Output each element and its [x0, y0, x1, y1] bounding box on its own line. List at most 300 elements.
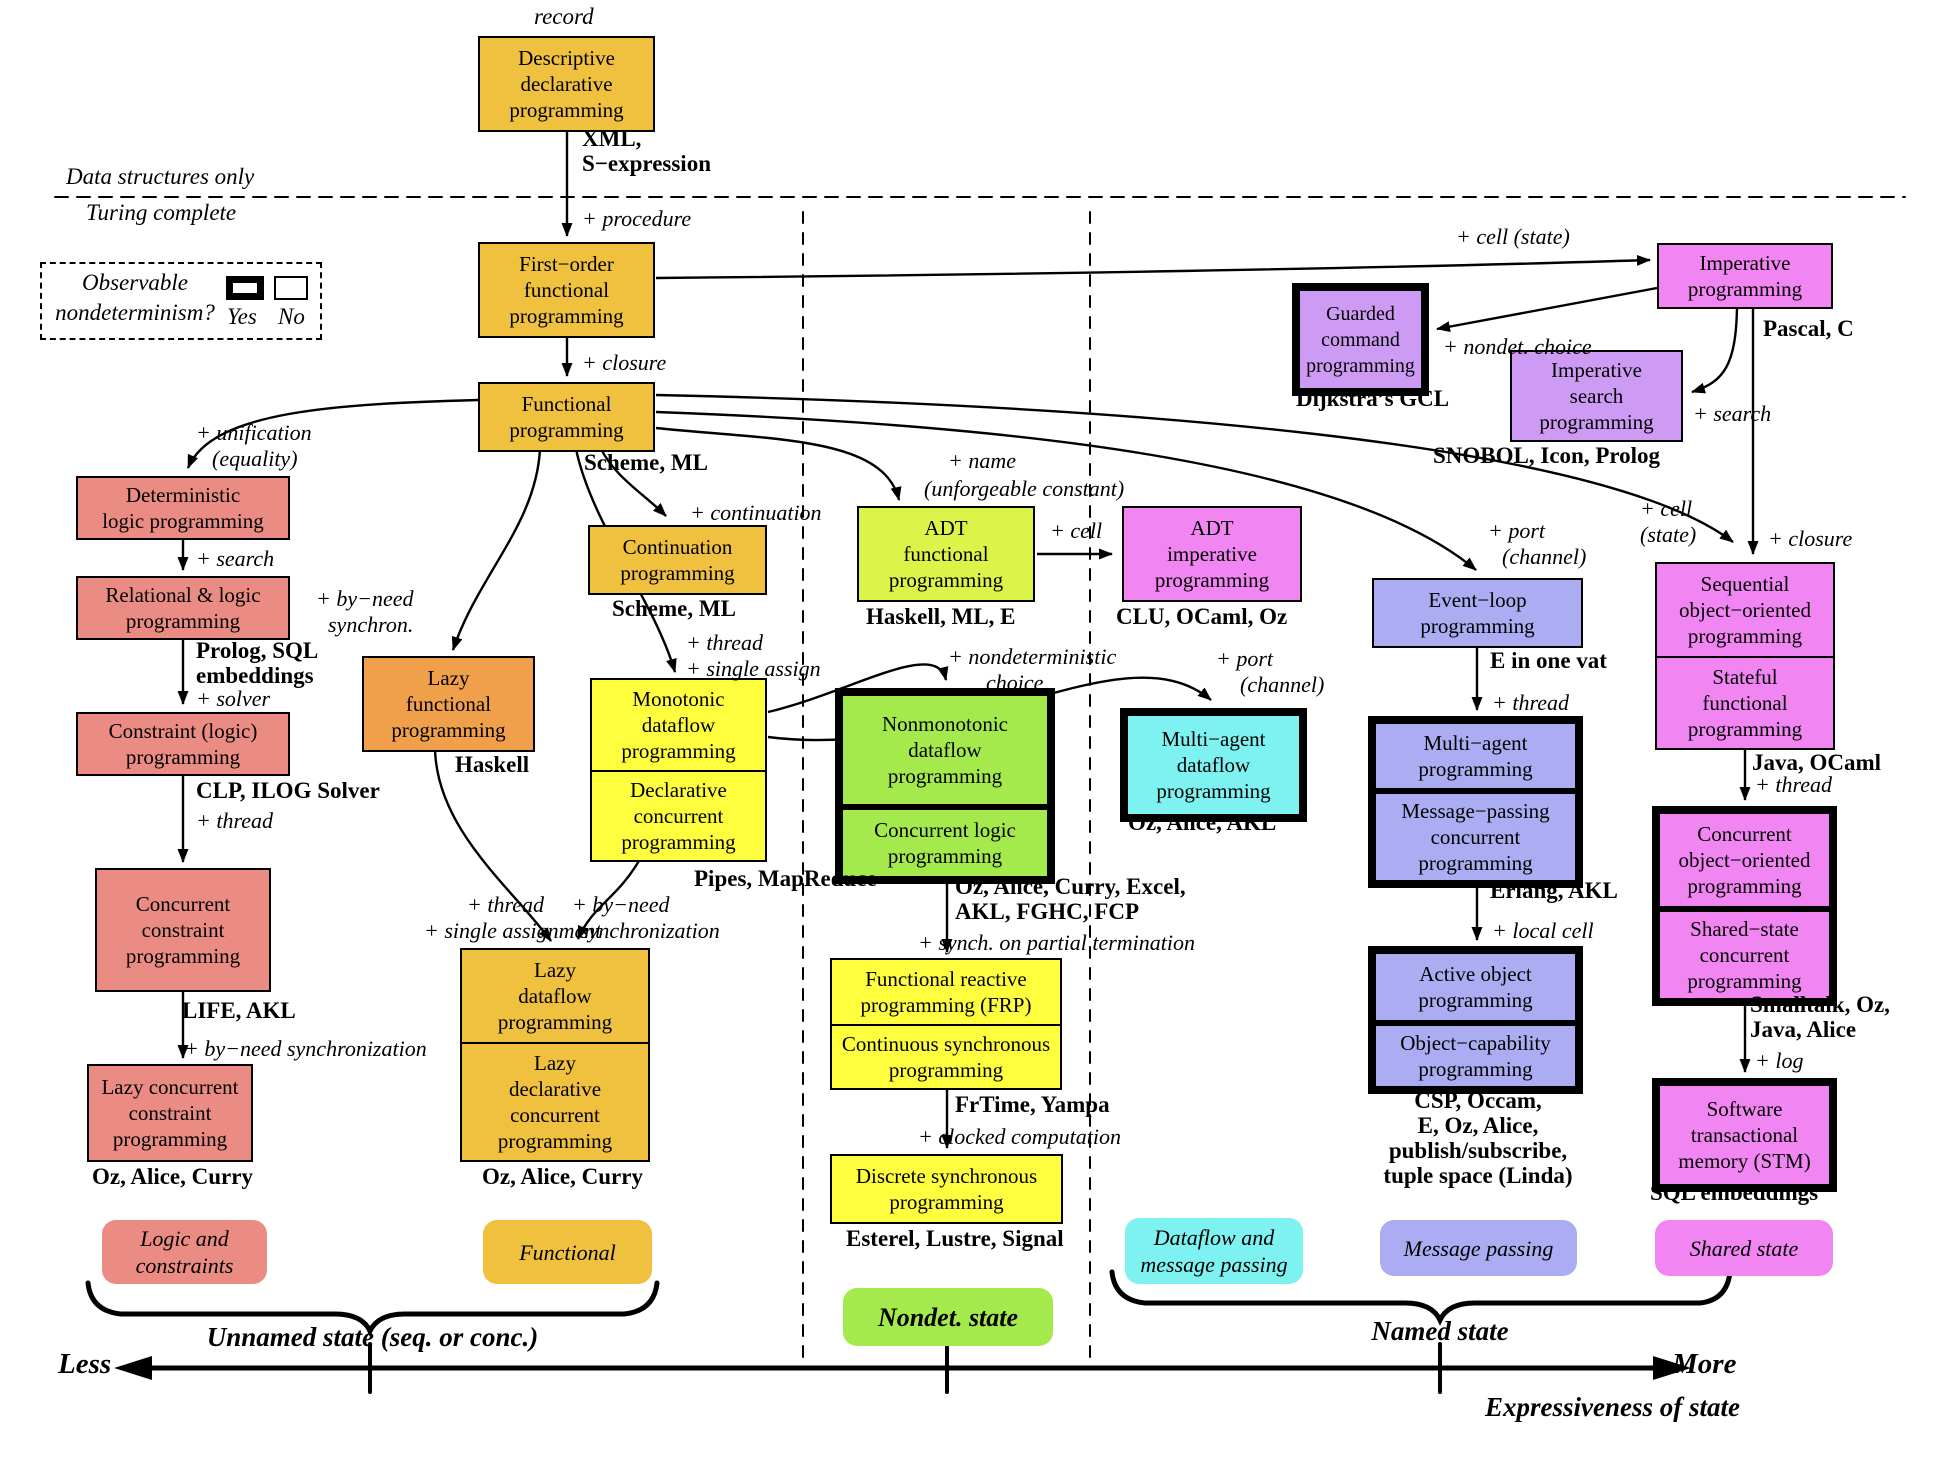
box-lazy-functional-part-0: [364, 658, 533, 750]
box-adt-imperative: [1122, 506, 1302, 602]
box-line: programming: [1687, 277, 1803, 301]
box-adt-imperative-part-0: [1124, 508, 1300, 600]
language-line: LIFE, AKL: [182, 998, 296, 1023]
badge-nondet-state: [843, 1288, 1053, 1346]
box-line: Object−capability: [1400, 1031, 1551, 1055]
box-line: Active object: [1419, 962, 1532, 986]
box-line: search: [1569, 384, 1624, 408]
language-line: Oz, Alice, Curry: [482, 1164, 643, 1189]
language-line: embeddings: [196, 663, 314, 688]
edge-label-line: + solver: [196, 686, 271, 711]
box-line: programming: [620, 561, 735, 585]
box-line: Multi−agent: [1423, 731, 1528, 755]
box-sequential-oo-part-1: [1657, 656, 1833, 748]
legend-no-sample-box: [274, 276, 308, 300]
box-continuation-part-0: [590, 527, 765, 593]
badge-shared-state: [1655, 1220, 1833, 1276]
edge-label-plus-port-channel-1: [1216, 646, 1324, 698]
edge-label-line: (channel): [1502, 544, 1587, 569]
language-line: Oz, Alice, Curry: [92, 1164, 253, 1189]
box-line: memory (STM): [1678, 1149, 1811, 1173]
edge-label-line: + thread: [686, 630, 763, 655]
edge-label-line: + by−need: [316, 586, 414, 611]
edge-label-plus-solver: [196, 686, 270, 712]
box-active-object-part-1: [1376, 1020, 1575, 1086]
edge-label-plus-clocked: [918, 1124, 1121, 1150]
box-line: Guarded: [1326, 302, 1395, 325]
edge-label-line: + cell: [1050, 518, 1103, 543]
box-multi-agent-part-1: [1376, 788, 1575, 880]
box-multi-agent-part-0: [1376, 724, 1575, 788]
languages-oz-alice-curry-1: [92, 1164, 253, 1189]
label-unnamed-state: Unnamed state (seq. or conc.): [206, 1322, 539, 1352]
language-line: Java, Alice: [1750, 1017, 1857, 1042]
box-line: functional: [903, 542, 989, 566]
badge-line: Dataflow and: [1153, 1225, 1275, 1250]
box-line: Message−passing: [1401, 799, 1550, 823]
box-line: programming: [509, 98, 624, 122]
language-line: Pipes, MapReduce: [694, 866, 877, 891]
edge-label-plus-procedure: [582, 206, 691, 232]
box-line: programming: [1418, 851, 1533, 875]
box-lazy-concurrent-constraint-part-0: [89, 1066, 251, 1160]
box-line: concurrent: [1430, 825, 1521, 849]
badge-line: Message passing: [1403, 1235, 1554, 1261]
box-lazy-dataflow-part-0: [462, 950, 648, 1042]
box-line: programming: [1687, 624, 1803, 648]
box-multi-agent: [1368, 716, 1583, 888]
box-line: programming: [1539, 410, 1654, 434]
box-guarded-command: [1292, 283, 1429, 396]
edge-label-line: + search: [1693, 401, 1772, 426]
arrow-firstorder-to-imperative: [656, 260, 1650, 278]
badge-functional: [483, 1220, 652, 1284]
label-data-structures-only: Data structures only: [66, 164, 255, 189]
box-descriptive-declarative-part-0: [480, 38, 653, 130]
box-line: programming: [1418, 988, 1533, 1012]
edge-label-unforgeable-constant: [924, 476, 1124, 502]
box-line: Monotonic: [632, 687, 725, 711]
box-line: programming: [621, 739, 736, 763]
box-line: transactional: [1690, 1123, 1799, 1147]
box-line: concurrent: [633, 804, 724, 828]
box-line: Discrete synchronous: [855, 1164, 1038, 1188]
box-line: Lazy concurrent: [101, 1075, 239, 1099]
box-line: programming: [1687, 874, 1802, 898]
languages-haskell-ml-e: [866, 604, 1016, 629]
edge-label-plus-byneed-sync-2: [572, 892, 720, 944]
box-line: programming: [112, 1127, 228, 1151]
edge-label-plus-unification: [196, 420, 312, 472]
label-record: record: [534, 4, 594, 29]
box-monotonic-dataflow: [590, 678, 767, 862]
edge-label-line: + closure: [582, 350, 667, 375]
language-line: SNOBOL, Icon, Prolog: [1433, 443, 1661, 468]
box-line: Imperative: [1551, 358, 1642, 382]
box-line: Constraint (logic): [108, 719, 258, 743]
edge-label-line: + cell (state): [1456, 224, 1570, 249]
box-line: dataflow: [518, 984, 592, 1008]
language-line: Oz, Alice, AKL: [1128, 810, 1277, 835]
languages-scheme-ml-1: [584, 450, 708, 475]
language-line: CLU, OCaml, Oz: [1116, 604, 1288, 629]
languages-csp-list: [1378, 1088, 1578, 1188]
box-adt-functional-part-0: [859, 508, 1033, 600]
box-discrete-synchronous: [830, 1154, 1063, 1224]
box-line: Continuous synchronous: [841, 1032, 1051, 1056]
arrow-imperative-to-imperative-search: [1692, 307, 1737, 392]
edge-label-line: + procedure: [582, 206, 692, 231]
box-adt-functional: [857, 506, 1035, 602]
badge-message-passing: [1380, 1220, 1577, 1276]
language-line: S−expression: [582, 151, 711, 176]
box-relational-logic: [76, 576, 290, 640]
box-line: concurrent: [510, 1103, 600, 1127]
box-line: Sequential: [1700, 572, 1790, 596]
arrow-functional-to-lazy-functional: [453, 449, 540, 650]
box-lazy-dataflow-part-1: [462, 1042, 648, 1160]
badge-line: Logic and: [140, 1226, 229, 1251]
box-monotonic-dataflow-part-0: [592, 680, 765, 770]
box-line: programming: [497, 1010, 613, 1034]
box-line: Continuation: [622, 535, 733, 559]
box-guarded-command-part-0: [1300, 291, 1421, 388]
edge-label-plus-continuation: [690, 500, 822, 526]
box-line: Lazy: [427, 666, 470, 690]
edge-label-plus-byneed-synchronization: [184, 1036, 427, 1062]
edge-label-plus-thread-oo: [1755, 772, 1832, 798]
edge-label-plus-cell-state: [1640, 496, 1696, 548]
edge-label-line: + thread: [196, 808, 273, 833]
box-line: concurrent: [1699, 943, 1790, 967]
edge-label-plus-thread: [196, 808, 273, 834]
box-line: programming: [889, 1190, 1004, 1214]
languages-oz-excel: [955, 874, 1186, 924]
legend-yes-sample-box: [226, 276, 264, 300]
box-line: declarative: [520, 72, 613, 96]
edge-label-plus-nondet-choice: [1443, 334, 1592, 360]
language-line: CSP, Occam,: [1414, 1088, 1542, 1113]
edge-label-plus-name: [948, 448, 1016, 474]
edge-label-line: + continuation: [690, 500, 822, 525]
edge-label-line: + nondet. choice: [1443, 334, 1592, 359]
box-line: constraint: [128, 1101, 212, 1125]
language-line: Scheme, ML: [584, 450, 708, 475]
languages-xml-sexpression: [582, 126, 711, 176]
box-line: programming: [125, 944, 241, 968]
edge-label-line: + search: [196, 546, 275, 571]
box-line: First−order: [519, 252, 614, 276]
box-line: Event−loop: [1428, 588, 1527, 612]
box-imperative-search: [1510, 350, 1683, 442]
box-line: programming: [1687, 969, 1802, 993]
box-line: programming: [887, 844, 1003, 868]
box-deterministic-logic-part-0: [78, 478, 288, 538]
languages-pascal-c: [1763, 316, 1854, 341]
box-line: programming (FRP): [860, 993, 1032, 1017]
box-concurrent-oo-part-0: [1660, 814, 1829, 906]
edge-label-plus-port-channel-2: [1488, 518, 1586, 570]
box-monotonic-dataflow-part-1: [592, 770, 765, 860]
legend-question-line1: Observable: [81, 270, 189, 295]
box-event-loop: [1372, 578, 1583, 648]
edge-label-line: + closure: [1768, 526, 1853, 551]
languages-prolog-sql: [196, 638, 318, 688]
legend-question-line2: nondeterminism?: [55, 300, 215, 325]
languages-scheme-ml-2: [612, 596, 736, 621]
edge-label-plus-thread-single-assignment: [424, 892, 602, 944]
box-line: programming: [509, 418, 624, 442]
language-line: AKL, FGHC, FCP: [955, 899, 1139, 924]
box-line: programming: [391, 718, 506, 742]
languages-e-in-one-vat: [1490, 648, 1607, 673]
languages-clp-ilog: [196, 778, 380, 803]
edge-label-line: + single assign: [686, 656, 821, 681]
box-line: Imperative: [1699, 251, 1791, 275]
language-line: Java, OCaml: [1752, 750, 1882, 775]
language-line: Dijkstra’s GCL: [1296, 386, 1450, 411]
languages-dijkstra-gcl: [1296, 386, 1449, 411]
edge-label-plus-closure-2: [1768, 526, 1852, 552]
badge-logic-constraints: [102, 1220, 267, 1284]
edge-label-line: (unforgeable constant): [924, 476, 1125, 501]
box-line: programming: [621, 830, 736, 854]
languages-sql-embeddings: [1650, 1180, 1818, 1205]
box-line: programming: [509, 304, 624, 328]
edge-label-line: synchronization: [580, 918, 720, 943]
edge-label-line: + clocked computation: [918, 1124, 1122, 1149]
edge-label-line: (state): [1640, 522, 1697, 547]
badge-line: Nondet. state: [877, 1302, 1019, 1332]
box-concurrent-constraint-part-0: [97, 870, 269, 990]
edge-label-line: + thread: [1755, 772, 1832, 797]
languages-erlang-akl: [1490, 878, 1618, 903]
edge-label-line: + name: [948, 448, 1016, 473]
edge-label-line: + by−need: [572, 892, 670, 917]
box-line: Concurrent: [1697, 822, 1792, 846]
edge-label-line: + port: [1216, 646, 1274, 671]
edge-label-line: + nondeterministic: [948, 644, 1117, 669]
edge-label-line: + thread: [467, 892, 544, 917]
language-line: XML,: [582, 126, 642, 151]
box-constraint-logic-part-0: [78, 714, 288, 774]
edge-label-line: + by−need synchronization: [184, 1036, 427, 1061]
box-line: constraint: [141, 918, 225, 942]
box-line: Stateful: [1712, 665, 1778, 689]
edge-label-plus-nondeterministic-choice: [948, 644, 1116, 696]
box-stm: [1652, 1078, 1837, 1192]
box-line: Shared−state: [1690, 917, 1799, 941]
badge-line: Shared state: [1689, 1235, 1799, 1261]
box-line: Descriptive: [518, 46, 615, 70]
language-line: Prolog, SQL: [196, 638, 319, 663]
language-line: Erlang, AKL: [1490, 878, 1618, 903]
languages-snobol: [1433, 443, 1660, 468]
box-line: Lazy: [534, 1051, 576, 1075]
box-line: programming: [888, 568, 1004, 592]
box-concurrent-oo: [1652, 806, 1837, 1006]
box-line: dataflow: [1176, 753, 1251, 777]
box-line: Deterministic: [125, 483, 241, 507]
legend-yes-label: Yes: [227, 304, 257, 329]
edge-label-line: + local cell: [1492, 918, 1594, 943]
edge-label-plus-local-cell: [1492, 918, 1594, 944]
language-line: E, Oz, Alice,: [1417, 1113, 1539, 1138]
box-nonmonotonic-dataflow-part-0: [843, 696, 1047, 804]
language-line: tuple space (Linda): [1383, 1163, 1573, 1188]
box-line: dataflow: [641, 713, 716, 737]
label-named-state: Named state: [1371, 1316, 1509, 1346]
legend-no-label: No: [278, 304, 305, 329]
language-line: Oz, Alice, Curry, Excel,: [955, 874, 1186, 899]
box-lazy-functional: [362, 656, 535, 752]
box-line: Multi−agent: [1161, 727, 1266, 751]
language-line: Esterel, Lustre, Signal: [846, 1226, 1064, 1251]
box-line: object−oriented: [1678, 848, 1811, 872]
edge-label-plus-synch-partial: [918, 930, 1195, 956]
legend-observable-nondeterminism: [40, 262, 322, 340]
box-line: imperative: [1167, 542, 1257, 566]
language-line: Scheme, ML: [612, 596, 736, 621]
box-event-loop-part-0: [1374, 580, 1581, 646]
edge-label-line: + synch. on partial termination: [918, 930, 1195, 955]
languages-life-akl: [182, 998, 296, 1023]
badge-line: constraints: [135, 1253, 234, 1278]
arrow-imperative-to-guarded: [1437, 288, 1657, 329]
box-sequential-oo-part-0: [1657, 564, 1833, 656]
box-concurrent-constraint: [95, 868, 271, 992]
edge-label-line: + log: [1755, 1048, 1804, 1073]
box-line: programming: [1420, 614, 1535, 638]
edge-label-line: + cell: [1640, 496, 1693, 521]
label-expressiveness-of-state: Expressiveness of state: [1485, 1392, 1740, 1422]
edge-label-plus-log: [1755, 1048, 1803, 1074]
badge-dataflow-message-passing: [1125, 1218, 1303, 1284]
box-relational-logic-part-0: [78, 578, 288, 638]
language-line: Smalltalk, Oz,: [1750, 992, 1890, 1017]
language-line: Pascal, C: [1763, 316, 1854, 341]
edge-label-line: + thread: [1492, 690, 1569, 715]
box-line: Functional: [521, 392, 612, 416]
box-line: logic programming: [102, 509, 264, 533]
box-line: Declarative: [630, 778, 727, 802]
edge-label-plus-thread-single-assign: [686, 630, 821, 682]
edge-label-line: choice: [986, 670, 1044, 695]
box-descriptive-declarative: [478, 36, 655, 132]
box-line: programming: [888, 1058, 1004, 1082]
box-deterministic-logic: [76, 476, 290, 540]
box-line: command: [1321, 328, 1400, 351]
box-concurrent-oo-part-1: [1660, 906, 1829, 998]
box-functional-reactive-part-0: [832, 960, 1060, 1024]
box-stm-part-0: [1660, 1086, 1829, 1184]
box-line: programming: [1306, 354, 1415, 377]
box-line: dataflow: [908, 738, 982, 762]
languages-esterel: [846, 1226, 1064, 1251]
languages-haskell: [455, 752, 529, 777]
edge-label-plus-cell: [1050, 518, 1102, 544]
languages-clu-ocaml-oz: [1116, 604, 1287, 629]
edge-label-plus-search: [196, 546, 274, 572]
box-continuation: [588, 525, 767, 595]
edge-label-plus-cell-state-top: [1456, 224, 1570, 250]
box-first-order-functional-part-0: [480, 244, 653, 336]
box-functional-reactive-part-1: [832, 1024, 1060, 1088]
edge-label-line: + port: [1488, 518, 1546, 543]
badge-line: Functional: [519, 1239, 616, 1265]
edge-label-line: + unification: [196, 420, 312, 445]
edge-label-line: (equality): [212, 446, 298, 471]
box-line: Relational & logic: [105, 583, 261, 607]
box-line: programming: [1418, 1057, 1533, 1081]
box-line: functional: [1702, 691, 1788, 715]
box-lazy-dataflow: [460, 948, 650, 1162]
box-first-order-functional: [478, 242, 655, 338]
box-line: Lazy: [534, 958, 576, 982]
edge-label-plus-search-imp: [1693, 401, 1771, 427]
language-line: Haskell: [455, 752, 530, 777]
box-lazy-concurrent-constraint: [87, 1064, 253, 1162]
box-line: Software: [1706, 1097, 1783, 1121]
box-line: programming: [887, 764, 1003, 788]
edge-label-plus-thread-eventloop: [1492, 690, 1569, 716]
language-line: publish/subscribe,: [1388, 1138, 1568, 1163]
box-line: programming: [1154, 568, 1270, 592]
badge-line: message passing: [1140, 1252, 1288, 1277]
box-functional: [478, 382, 655, 452]
edge-label-plus-closure: [582, 350, 666, 376]
box-nonmonotonic-dataflow: [835, 688, 1055, 884]
box-line: programming: [125, 745, 241, 769]
box-active-object: [1368, 946, 1583, 1094]
box-active-object-part-0: [1376, 954, 1575, 1020]
box-line: programming: [497, 1129, 613, 1153]
languages-oz-alice-akl: [1128, 810, 1276, 835]
languages-frtime-yampa: [955, 1092, 1110, 1117]
edge-label-plus-byneed-synchron: [316, 586, 414, 638]
box-line: programming: [1156, 779, 1271, 803]
box-multi-agent-dataflow: [1120, 708, 1307, 822]
languages-pipes-mapreduce: [694, 866, 877, 891]
box-line: programming: [125, 609, 241, 633]
box-line: programming: [1418, 757, 1533, 781]
box-line: declarative: [508, 1077, 602, 1101]
box-imperative-search-part-0: [1512, 352, 1681, 440]
axis-arrowhead-less: [114, 1356, 152, 1380]
label-turing-complete: Turing complete: [86, 200, 237, 225]
box-multi-agent-dataflow-part-0: [1128, 716, 1299, 814]
edge-label-line: (channel): [1240, 672, 1325, 697]
languages-smalltalk: [1750, 992, 1890, 1042]
box-line: Functional reactive: [865, 967, 1027, 991]
box-discrete-synchronous-part-0: [832, 1156, 1061, 1222]
box-line: Concurrent: [135, 892, 231, 916]
box-line: programming: [1687, 717, 1803, 741]
box-line: ADT: [924, 516, 968, 540]
box-line: functional: [405, 692, 492, 716]
box-imperative: [1657, 243, 1833, 309]
languages-oz-alice-curry-2: [482, 1164, 643, 1189]
box-line: Concurrent logic: [874, 818, 1016, 842]
language-line: FrTime, Yampa: [955, 1092, 1110, 1117]
language-line: E in one vat: [1490, 648, 1607, 673]
box-imperative-part-0: [1659, 245, 1831, 307]
language-line: CLP, ILOG Solver: [196, 778, 380, 803]
box-line: object−oriented: [1679, 598, 1811, 622]
edge-label-line: + single assignment: [424, 918, 602, 943]
box-functional-part-0: [480, 384, 653, 450]
language-line: SQL embeddings: [1650, 1180, 1819, 1205]
